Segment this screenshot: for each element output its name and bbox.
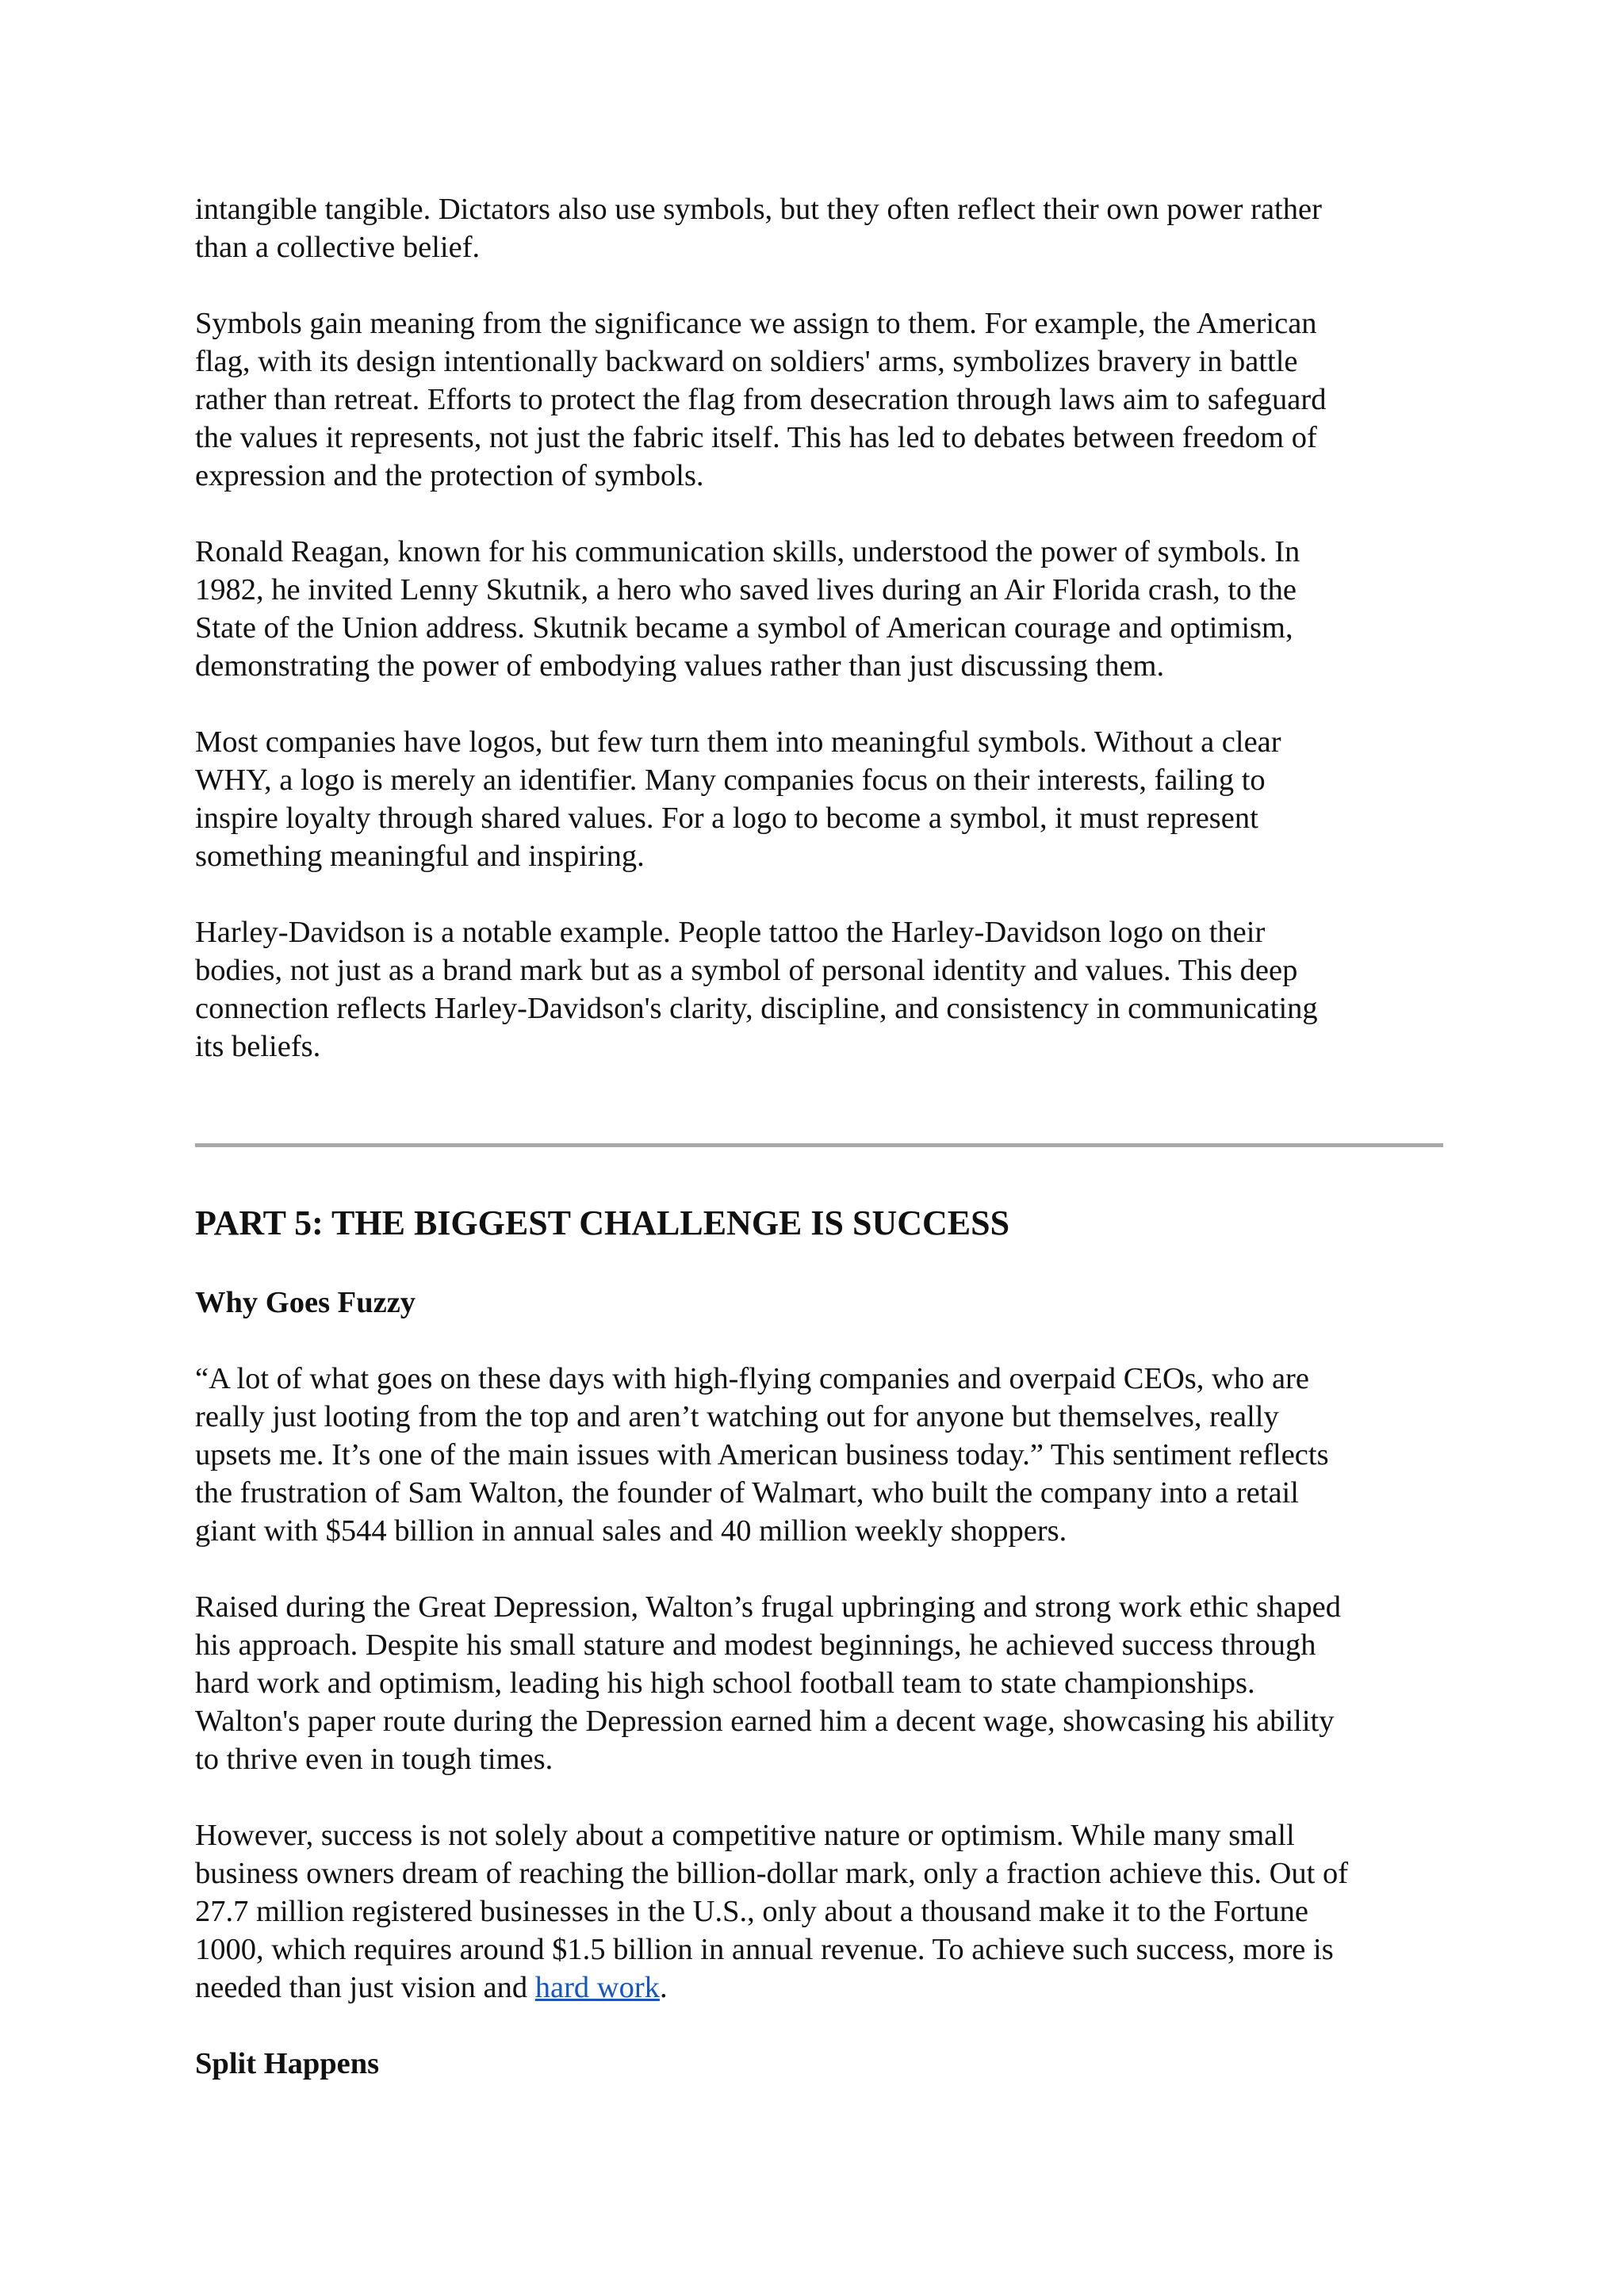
document-page: [195, 190, 1448, 2121]
subheading-split-happens: Split Happens: [195, 2047, 380, 2080]
paragraph-ronald-reagan: Ronald Reagan, known for his communication skills, understood the power of symbols. In 1982, he invited Lenny Skutnik, a hero who saved lives during an Air Florida crash, to the State of the Union address. Skutnik became a symbol of American courage and optimism, demonstrating the power of embodying values rather than just discussing them.: [195, 535, 1300, 683]
hard-work-link[interactable]: hard work: [534, 1971, 660, 2004]
paragraph-american-flag: Symbols gain meaning from the significance we assign to them. For example, the American flag, with its design intentionally backward on soldiers' arms, symbolizes bravery in battle rather than retreat. Efforts to protect the flag from desecration through laws aim to safeguard the values it represents, not just the fabric itself. This has led to debates between freedom of expression and the protection of symbols.: [195, 307, 1327, 492]
paragraph-success-fortune: [195, 1816, 1448, 2007]
paragraph-symbols-dictators: intangible tangible. Dictators also use symbols, but they often reflect their own power rather than a collective belief.: [195, 193, 1322, 264]
part-title: PART 5: THE BIGGEST CHALLENGE IS SUCCESS: [195, 1203, 1010, 1242]
paragraph-company-logos: Most companies have logos, but few turn them into meaningful symbols. Without a clear WHY, a logo is merely an identifier. Many companies focus on their interests, failing to inspire loyalty through shared values. For a logo to become a symbol, it must represent something meaningful and inspiring.: [195, 725, 1281, 873]
subheading-why-goes-fuzzy: Why Goes Fuzzy: [195, 1286, 416, 1319]
paragraph-sam-walton-quote: “A lot of what goes on these days with high-flying companies and overpaid CEOs, who are really just looting from the top and aren’t watching out for anyone but themselves, really upsets me. It’s one of the main issues with American business today.” This sentiment reflects the frustration of Sam Walton, the founder of Walmart, who built the company into a retail giant with $544 billion in annual sales and 40 million weekly shoppers.: [195, 1362, 1329, 1548]
paragraph-success-end: .: [659, 1971, 668, 2004]
paragraph-success-text: However, success is not solely about a competitive nature or optimism. While many small business owners dream of reaching the billion-dollar mark, only a fraction achieve this. Out of 27.7 million registered businesses in the U.S., only about a thousand make it to the Fortune 1000, which requires around $1.5 billion in annual revenue. To achieve such success, more is needed than just vision and: [195, 1819, 1349, 2004]
paragraph-great-depression: Raised during the Great Depression, Walton’s frugal upbringing and strong work ethic shaped his approach. Despite his small stature and modest beginnings, he achieved success through hard work and optimism, leading his high school football team to state championships. Walton's paper route during the Depression earned him a decent wage, showcasing his ability to thrive even in tough times.: [195, 1590, 1341, 1776]
paragraph-harley-davidson: Harley-Davidson is a notable example. People tattoo the Harley-Davidson logo on their bodies, not just as a brand mark but as a symbol of personal identity and values. This deep connection reflects Harley-Davidson's clarity, discipline, and consistency in communicating its beliefs.: [195, 916, 1318, 1063]
